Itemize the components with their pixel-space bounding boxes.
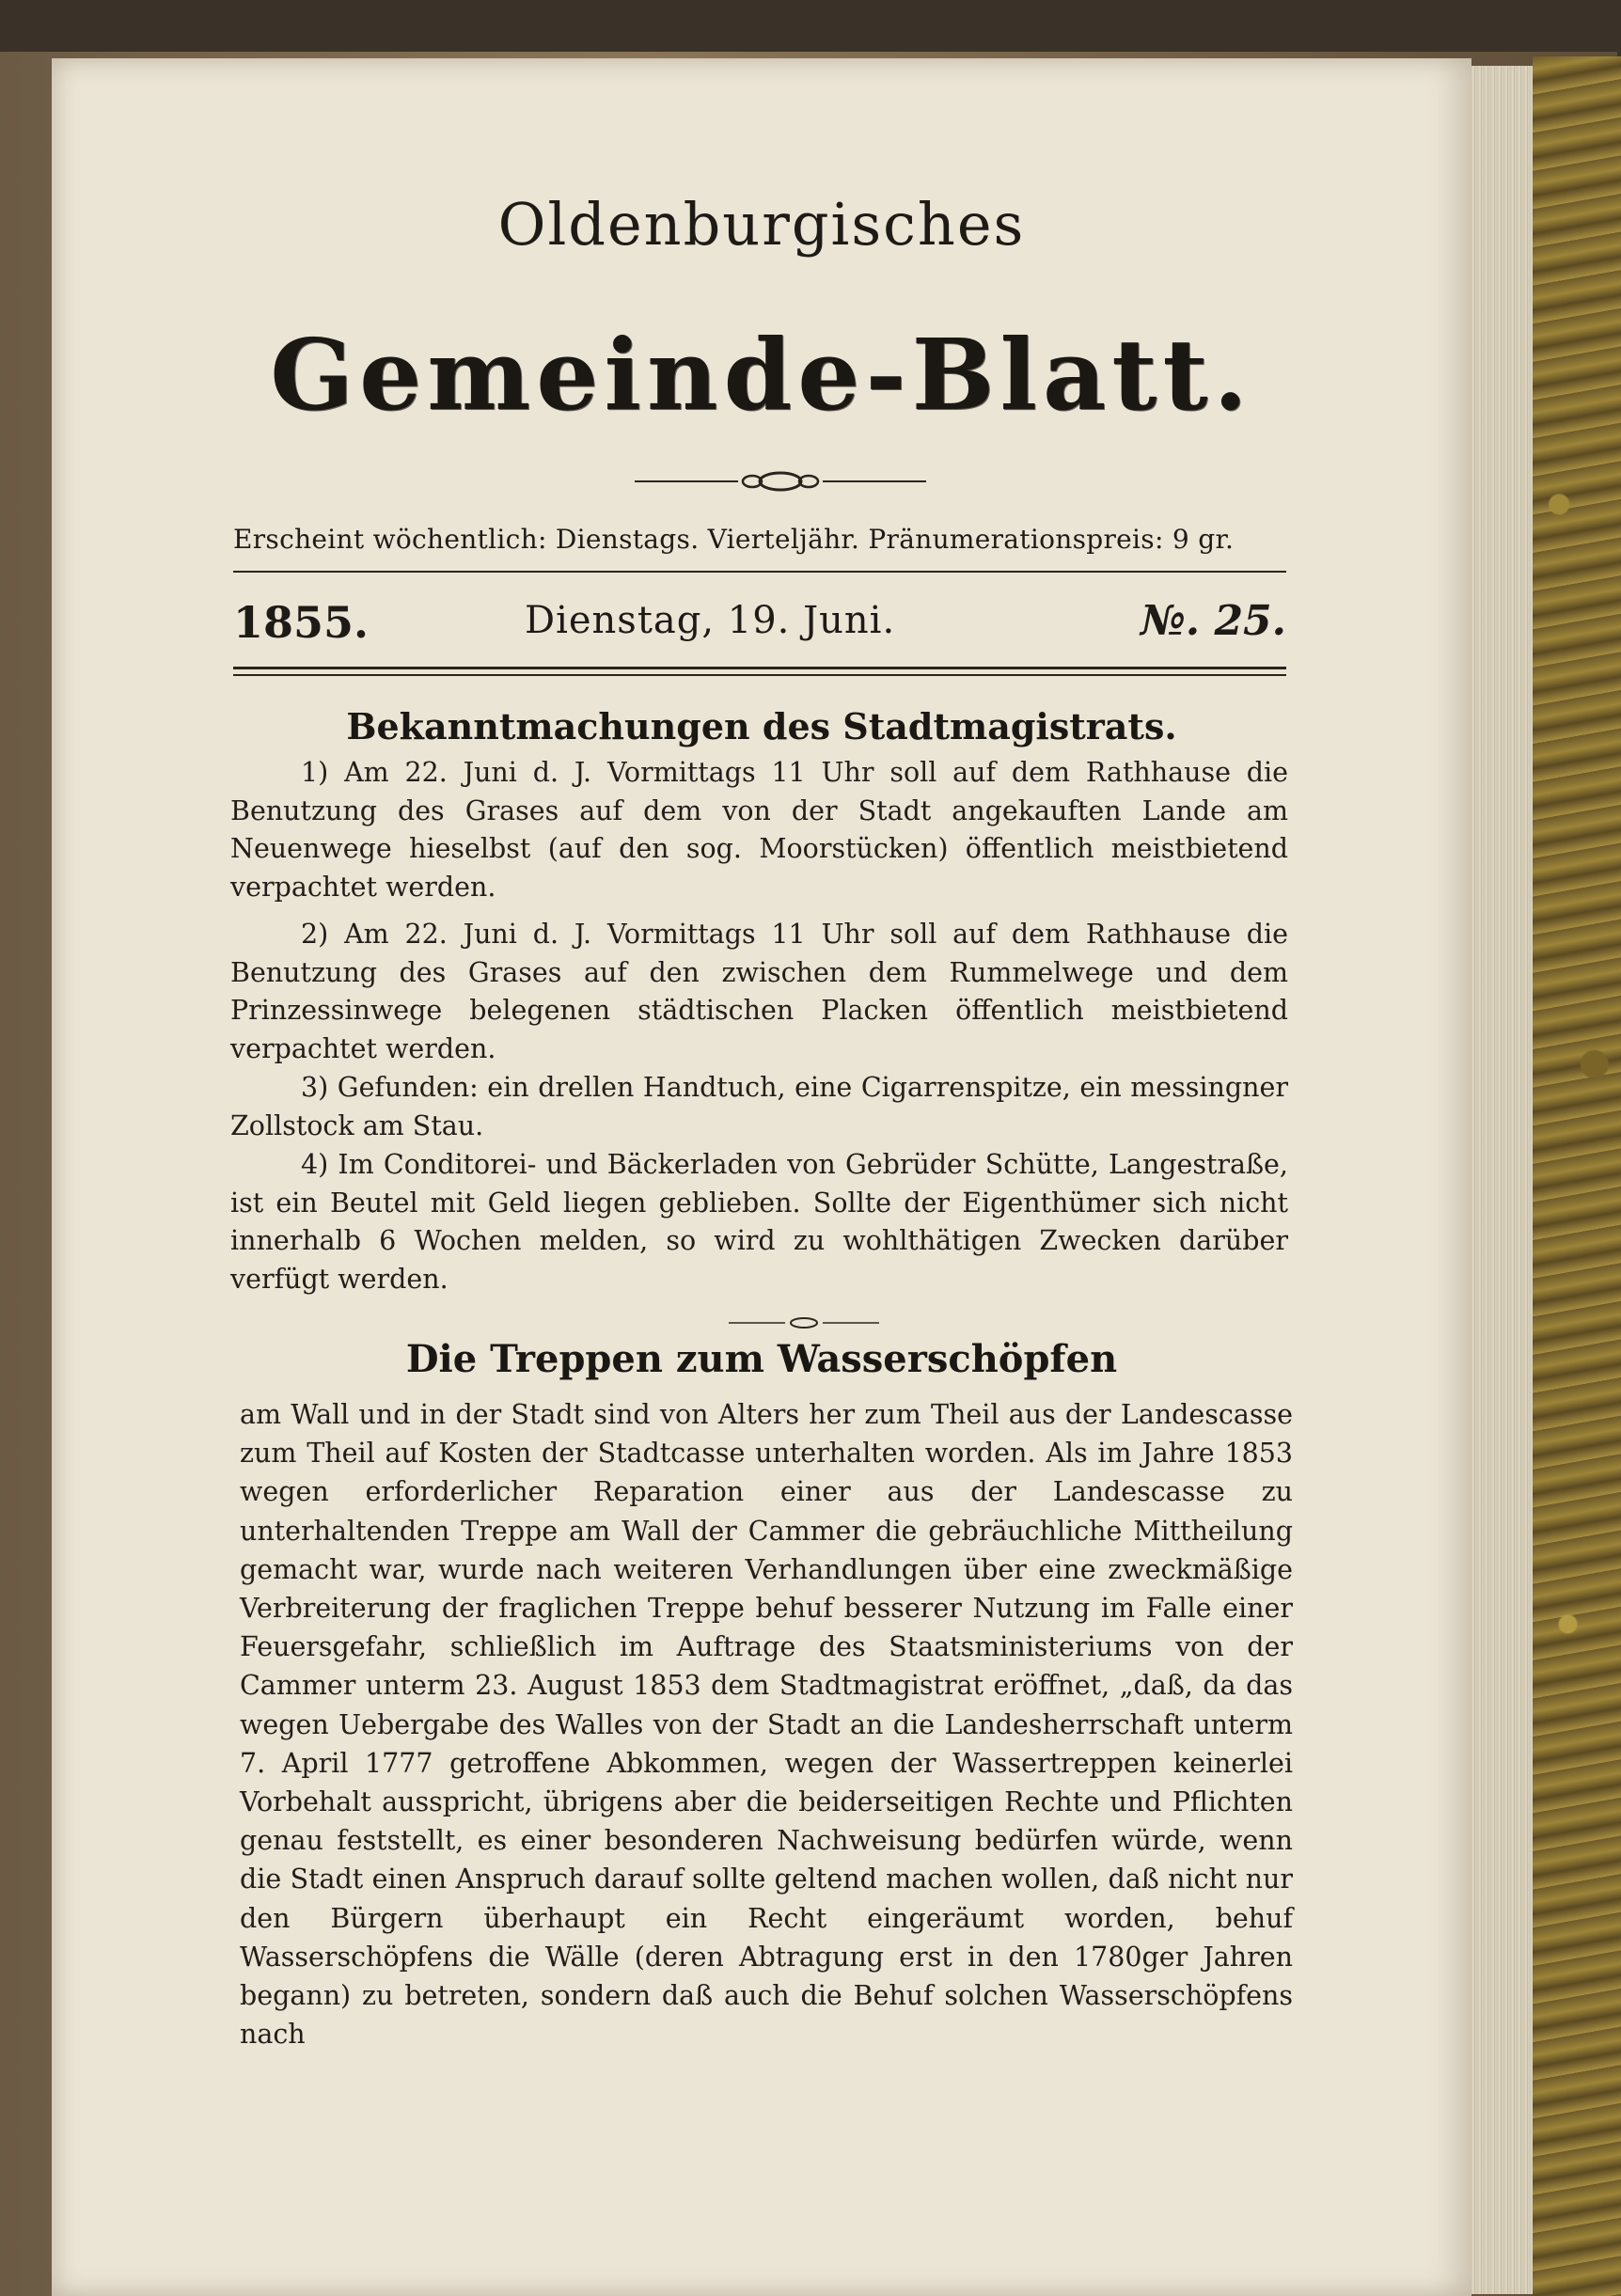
masthead-title-large: Gemeinde-Blatt. [270, 317, 1253, 432]
section-heading-magistrat: Bekanntmachungen des Stadtmagistrats. [346, 705, 1177, 747]
rule-double-2 [233, 674, 1286, 676]
notice-paragraph: 4) Im Conditorei- und Bäckerladen von Gebrüder Schütte, Langestraße, ist ein Beutel mit Geld liegen geblieben. Sollte der Eigenthümer sich nicht innerhalb 6 Wochen melden, so wird zu wohlthätigen Zwecken darüber verfügt werden. [230, 1149, 1288, 1295]
issue-year: 1855. [233, 597, 370, 648]
masthead-title-small: Oldenburgisches [497, 190, 1026, 259]
section-divider-icon [729, 1313, 879, 1332]
notice-paragraph: 1) Am 22. Juni d. J. Vormittags 11 Uhr soll auf dem Rathhause die Benutzung des Grases auf dem von der Stadt angekauften Lande am Neuenwege hieselbst (auf den sog. Moorstücken) öffentlich meistbietend verpachtet werden. [230, 757, 1288, 903]
masthead-ornament-icon [635, 467, 926, 495]
newspaper-page [52, 58, 1471, 2296]
marbled-cover [1533, 56, 1621, 2296]
issue-line [233, 597, 1286, 653]
rule-double-1 [233, 667, 1286, 669]
notice-paragraph: 3) Gefunden: ein drellen Handtuch, eine Cigarrenspitze, ein messingner Zollstock am Stau. [230, 1072, 1288, 1141]
rule-top [233, 571, 1286, 573]
notice-paragraph: 2) Am 22. Juni d. J. Vormittags 11 Uhr soll auf dem Rathhause die Benutzung des Grases auf den zwischen dem Rummelwege und dem Prinzessinwege belegenen städtischen Placken öffentlich meistbietend verpachtet werden. [230, 919, 1288, 1064]
issue-date: Dienstag, 19. Juni. [525, 599, 896, 642]
section-heading-treppen: Die Treppen zum Wasserschöpfen [405, 1337, 1118, 1381]
article-body: am Wall und in der Stadt sind von Alters her zum Theil aus der Landescasse zum Theil auf Kosten der Stadtcasse unterhalten worden. Als im Jahre 1853 wegen erforderlicher Reparation einer aus der Landescasse zu unterhaltenden Treppe am Wall der Cammer die gebräuchliche Mittheilung gemacht war, wurde nach weiteren Verhandlungen über eine zweckmäßige Verbreiterung der fraglichen Treppe behuf besserer Nutzung im Falle einer Feuersgefahr, schließlich im Auftrage des Staatsministeriums von der Cammer unterm 23. August 1853 dem Stadtmagistrat eröffnet, „daß, da das wegen Uebergabe des Walles von der Stadt an die Landesherrschaft unterm 7. April 1777 getroffene Abkommen, wegen der Wassertreppen keinerlei Vorbehalt ausspricht, übrigens aber die beiderseitigen Rechte und Pflichten genau feststellt, es einer besonderen Nachweisung bedürfen würde, wenn die Stadt einen Anspruch darauf sollte geltend machen wollen, daß nicht nur den Bürgern überhaupt ein Recht eingeräumt worden, behuf Wasserschöpfens die Wälle (deren Abtragung erst in den 1780ger Jahren begann) zu betreten, sondern daß auch die Behuf solchen Wasserschöpfens nach [240, 1399, 1293, 2051]
issue-number: №. 25. [1140, 597, 1286, 645]
page-edges [1462, 66, 1542, 2294]
subscription-info: Erscheint wöchentlich: Dienstags. Vierteljähr. Pränumerationspreis: 9 gr. [233, 524, 1235, 555]
